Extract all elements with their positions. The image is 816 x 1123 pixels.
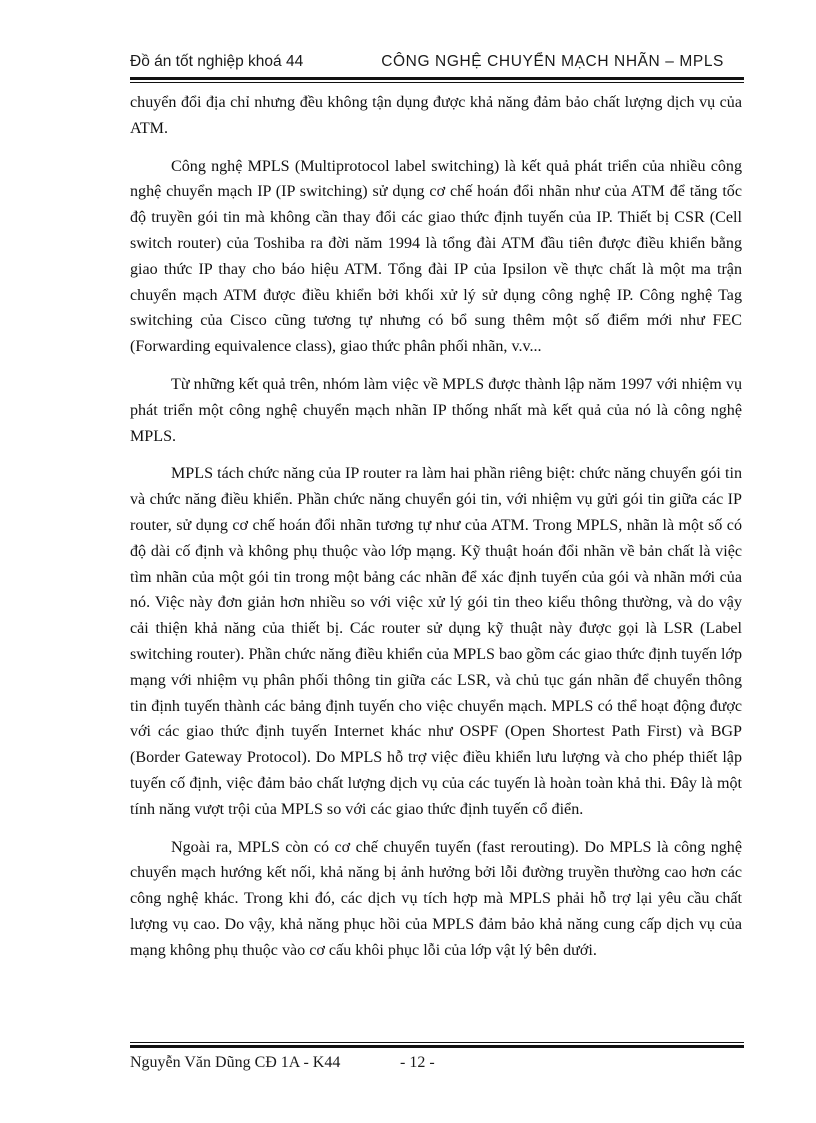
header-chapter-title: CÔNG NGHỆ CHUYỂN MẠCH NHÃN – MPLS	[381, 53, 724, 70]
paragraph-fast-rerouting: Ngoài ra, MPLS còn có cơ chế chuyển tuyến (fast rerouting). Do MPLS là công nghệ chuyển mạch hướng kết nối, khả năng bị ảnh hưởng bởi lỗi đường truyền thường cao hơn các công nghệ khác. Trong khi đó, các dịch vụ tích hợp mà MPLS phải hỗ trợ lại yêu cầu chất lượng vụ cao. Do vậy, khả năng phục hồi của MPLS đảm bảo khả năng cung cấp dịch vụ của mạng không phụ thuộc vào cơ cấu khôi phục lỗi của lớp vật lý bên dưới.	[130, 838, 742, 959]
paragraph-mpls-origin: Công nghệ MPLS (Multiprotocol label switching) là kết quả phát triển của nhiều công nghệ chuyển mạch IP (IP switching) sử dụng cơ chế hoán đổi nhãn như của ATM để tăng tốc độ truyền gói tin mà không cần thay đổi các giao thức định tuyến của IP. Thiết bị CSR (Cell switch router) của Toshiba ra đời năm 1994 là tổng đài ATM đầu tiên được điều khiển bằng giao thức IP thay cho báo hiệu ATM. Tổng đài IP của Ipsilon về thực chất là một ma trận chuyển mạch ATM được điều khiển bởi khối xử lý sử dụng công nghệ IP. Công nghệ Tag switching của Cisco cũng tương tự nhưng có bổ sung thêm một số điểm mới như FEC (Forwarding equivalence class), giao thức phân phối nhãn, v.v...	[130, 157, 742, 356]
page-number: - 12 -	[400, 1054, 435, 1071]
paragraph-continued: chuyển đổi địa chỉ nhưng đều không tận dụng được khả năng đảm bảo chất lượng dịch vụ của ATM.	[130, 94, 742, 137]
paragraph-working-group: Từ những kết quả trên, nhóm làm việc về MPLS được thành lập năm 1997 với nhiệm vụ phát triển một công nghệ chuyển mạch nhãn IP thống nhất mà kết quả của nó là công nghệ MPLS.	[130, 375, 742, 445]
footer-rule-thick	[130, 1045, 744, 1048]
header-thesis-label: Đồ án tốt nghiệp khoá 44	[130, 53, 304, 70]
paragraph-mpls-functions: MPLS tách chức năng của IP router ra làm hai phần riêng biệt: chức năng chuyển gói tin và chức năng điều khiển. Phần chức năng chuyển gói tin, với nhiệm vụ gửi gói tin giữa các IP router, sử dụng cơ chế hoán đổi nhãn tương tự như của ATM. Trong MPLS, nhãn là một số có độ dài cố định và không phụ thuộc vào lớp mạng. Kỹ thuật hoán đổi nhãn về bản chất là việc tìm nhãn của một gói tin trong một bảng các nhãn để xác định tuyến của gói và nhãn mới của nó. Việc này đơn giản hơn nhiều so với việc xử lý gói tin theo kiểu thông thường, và do vậy cải thiện khả năng của thiết bị. Các router sử dụng kỹ thuật này được gọi là LSR (Label switching router). Phần chức năng điều khiển của MPLS bao gồm các giao thức định tuyến lớp mạng với nhiệm vụ phân phối thông tin giữa các LSR, và chủ tục gán nhãn để chuyển thông tin định tuyến thành các bảng định tuyến cho việc chuyển mạch. MPLS có thể hoạt động được với các giao thức định tuyến Internet khác như OSPF (Open Shortest Path First) và BGP (Border Gateway Protocol). Do MPLS hỗ trợ việc điều khiển lưu lượng và cho phép thiết lập tuyến cố định, việc đảm bảo chất lượng dịch vụ của các tuyến là hoàn toàn khả thi. Đây là một tính năng vượt trội của MPLS so với các giao thức định tuyến cổ điển.	[130, 465, 742, 818]
footer-author: Nguyễn Văn Dũng CĐ 1A - K44	[130, 1054, 341, 1071]
header-rule-thin	[130, 82, 744, 83]
page-header	[130, 50, 744, 76]
footer-rule-thin	[130, 1042, 744, 1043]
header-rule-thick	[130, 77, 744, 80]
page-body	[130, 90, 742, 976]
